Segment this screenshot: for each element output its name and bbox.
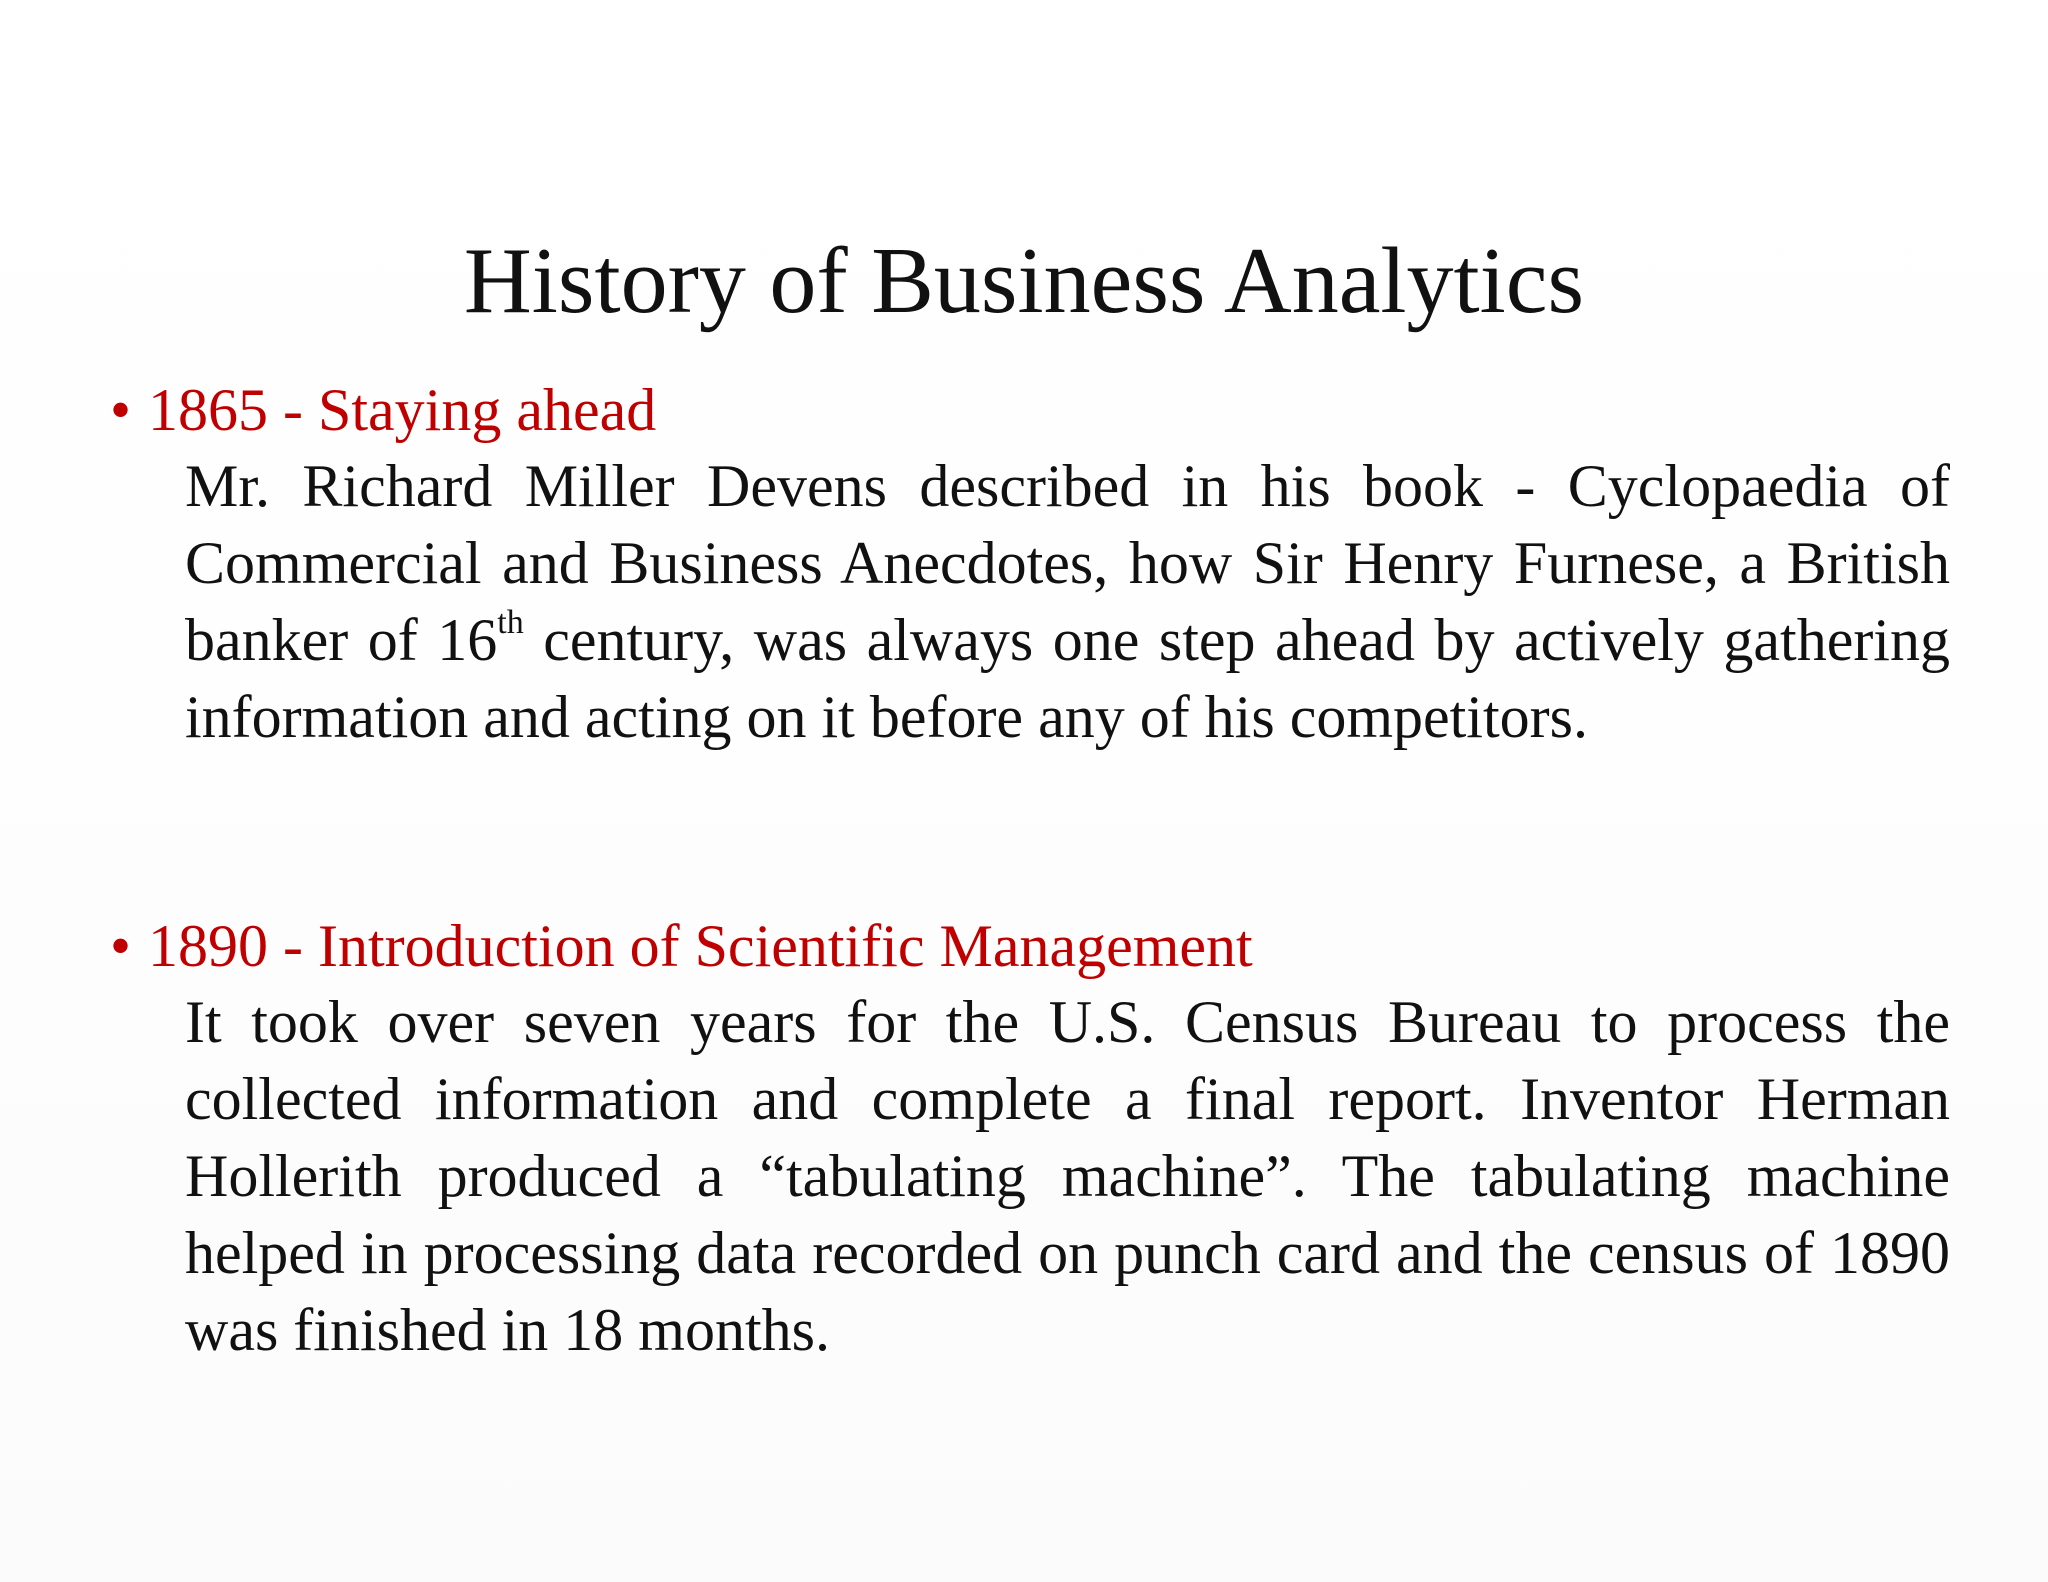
item-body-text-end: century, was always one step ahead by actively gathering information and acting on it before any of his competitors.	[185, 607, 1950, 750]
slide-title: History of Business Analytics	[463, 229, 1585, 333]
item-body: It took over seven years for the U.S. Census Bureau to process the collected information and complete a final report. Inventor Herman Hollerith produced a “tabulating machine”. The tabulating machine helped in processing data recorded on punch card and the census of 1890 was finished in 18 months.	[185, 989, 1950, 1363]
item-heading	[110, 372, 1950, 448]
item-body	[185, 448, 1950, 756]
superscript-ordinal: th	[497, 604, 524, 641]
history-item-1865	[110, 372, 1950, 756]
item-body-text-start: Mr. Richard Miller Devens described in his book - Cyclopaedia of Commercial and Business Anecdotes, how Sir Henry Furnese, a British banker of 16	[185, 453, 1950, 673]
bullet-icon: •	[110, 377, 132, 443]
history-item-1890	[110, 908, 1950, 1369]
item-heading-text: 1890 - Introduction of Scientific Management	[148, 913, 1253, 979]
bullet-icon: •	[110, 913, 132, 979]
item-heading	[110, 908, 1950, 984]
item-heading-text: 1865 - Staying ahead	[148, 377, 657, 443]
